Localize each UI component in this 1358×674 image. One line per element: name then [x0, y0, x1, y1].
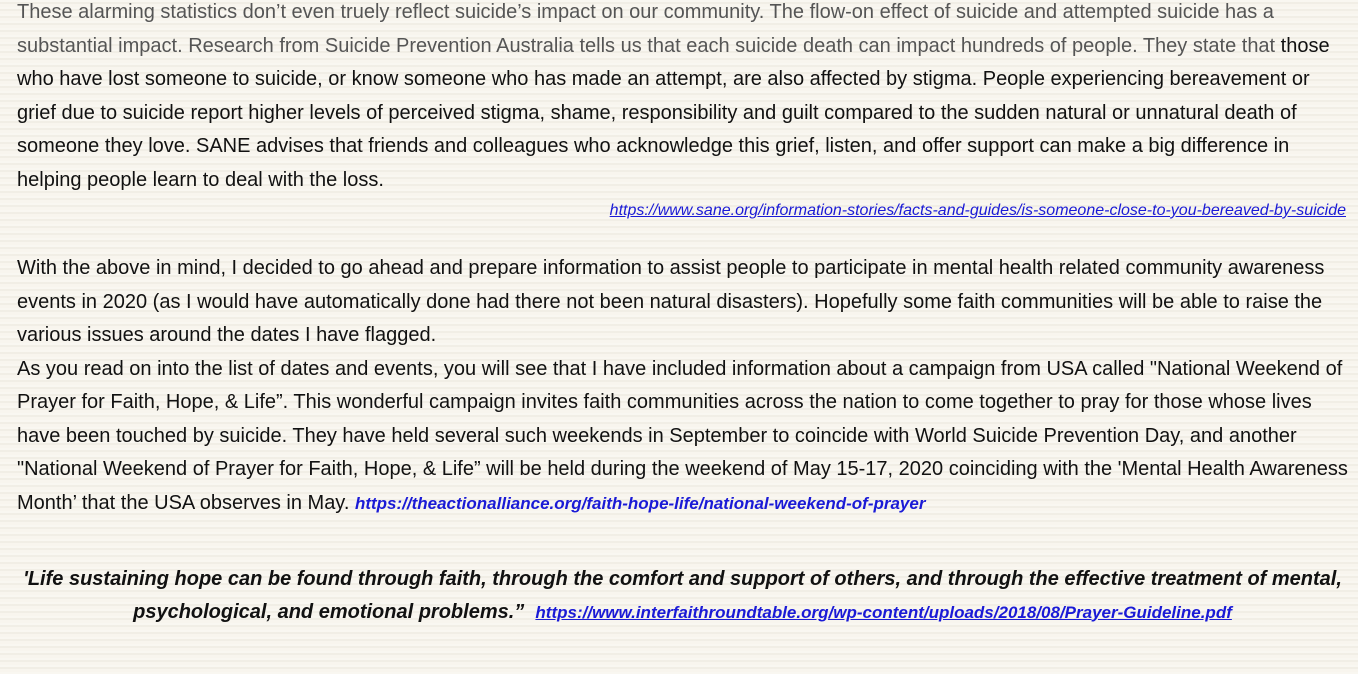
sane-source-link[interactable]: https://www.sane.org/information-stories/facts-and-guides/is-someone-close-to-you-bereaved-by-suicide [609, 202, 1346, 219]
body-paragraph-1: With the above in mind, I decided to go ahead and prepare information to assist people to participate in mental health related community awareness events in 2020 (as I would have automatically done had there not been natural disasters). Hopefully some faith communities will be able to raise the various issues around the dates I have flagged. [17, 257, 1325, 346]
quote-text: 'Life sustaining hope can be found through faith, through the comfort and support of others, and through the effective treatment of mental, psychological, and emotional problems.” [23, 568, 1342, 623]
body-paragraph-2: As you read on into the list of dates and events, you will see that I have included information about a campaign from USA called "National Weekend of Prayer for Faith, Hope, & Life”. This wonderful campaign invites faith communities across the nation to come together to pray for those whose lives have been touched by suicide. They have held several such weekends in September to coincide with World Suicide Prevention Day, and another "National Weekend of Prayer for Faith, Hope, & Life” will be held during the weekend of May 15-17, 2020 coinciding with the 'Mental Health Awareness Month’ that the USA observes in May. [17, 357, 1348, 514]
body-paragraphs [17, 252, 1348, 520]
intro-paragraph [17, 0, 1348, 197]
prayer-quote [17, 563, 1348, 629]
intro-faded-text: These alarming statistics don’t even truely reflect suicide’s impact on our community. The flow-on effect of suicide and attempted suicide has a substantial impact. Research from Suicide Prevention Australia tells us that each suicide death can impact hundreds of people. They state that [17, 1, 1281, 57]
intro-main-text: those who have lost someone to suicide, or know someone who has made an attempt, are also affected by stigma. People experiencing bereavement or grief due to suicide report higher levels of perceived stigma, shame, responsibility and guilt compared to the sudden natural or unnatural death of someone they love. SANE advises that friends and colleagues who acknowledge this grief, listen, and offer support can make a big difference in helping people learn to deal with the loss. [17, 34, 1330, 191]
action-alliance-link[interactable]: https://theactionalliance.org/faith-hope-life/national-weekend-of-prayer [354, 493, 926, 513]
prayer-guideline-link[interactable]: https://www.interfaithroundtable.org/wp-content/uploads/2018/08/Prayer-Guideline.pdf [535, 602, 1232, 622]
